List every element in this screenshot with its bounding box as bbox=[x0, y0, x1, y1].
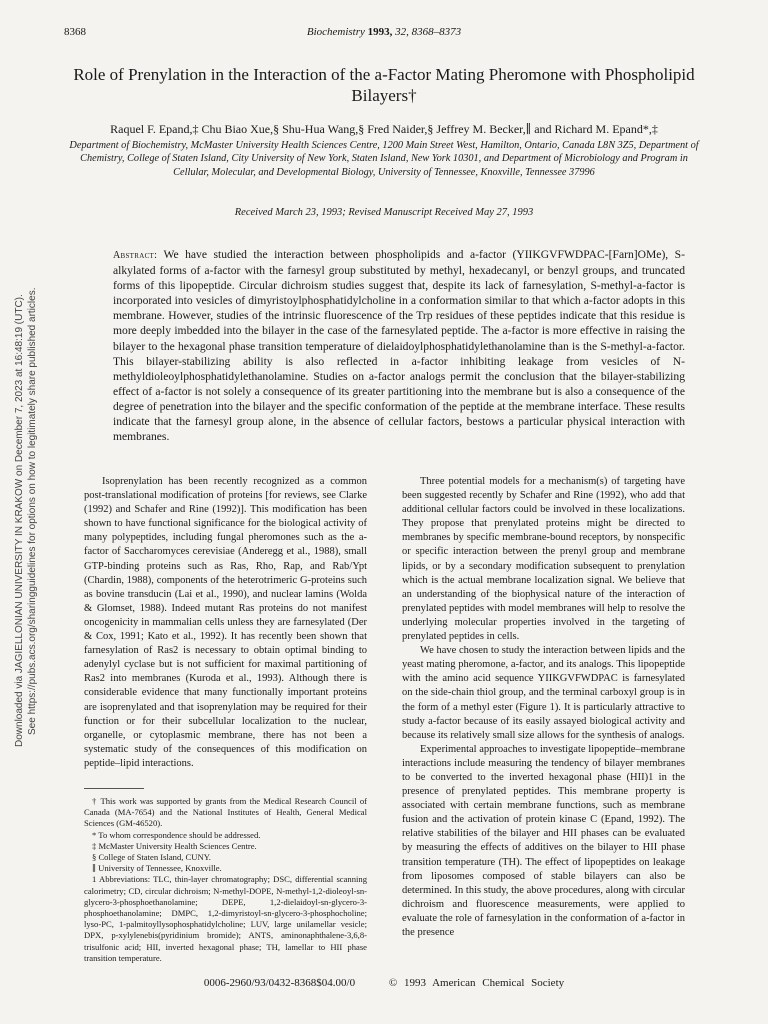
received-dates: Received March 23, 1993; Revised Manuscript Received May 27, 1993 bbox=[234, 207, 534, 218]
left-column bbox=[84, 475, 367, 771]
abstract bbox=[113, 247, 685, 444]
article-code: 0006-2960/93/0432-8368$04.00/0 bbox=[203, 977, 356, 989]
watermark-link[interactable]: See https://pubs.acs.org/sharingguidelines for options on how to legitimately share published articles. bbox=[27, 287, 38, 735]
journal-citation bbox=[64, 26, 704, 38]
footnotes bbox=[84, 796, 367, 964]
page-footer bbox=[60, 977, 708, 989]
watermark-line: Downloaded via JAGIELLONIAN UNIVERSITY IN KRAKOW on December 7, 2023 at 16:48:19 (UTC). bbox=[14, 294, 25, 747]
copyright: © 1993 American Chemical Society bbox=[388, 977, 565, 989]
right-column bbox=[402, 475, 685, 940]
article-title: Role of Prenylation in the Interaction of the a-Factor Mating Pheromone with Phospholipid Bilayers† bbox=[73, 65, 695, 105]
footnote: ∥ University of Tennessee, Knoxville. bbox=[92, 863, 222, 874]
journal-pages: 8368–8373 bbox=[411, 26, 462, 38]
author-list: Raquel F. Epand,‡ Chu Biao Xue,§ Shu-Hua Wang,§ Fred Naider,§ Jeffrey M. Becker,∥ and Richard M. Epand*,‡ bbox=[110, 122, 658, 136]
abstract-label: Abstract: bbox=[113, 250, 158, 261]
paragraph: Isoprenylation has been recently recognized as a common post-translational modification of proteins [for reviews, see Clarke (1992) and Schafer and Rine (1992)]. This modification has been shown to have functional significance for the biological activity of many polypeptides, including fungal pheromones such as the a-factor of Saccharomyces cerevisiae (Anderegg et al., 1988), small GTP-binding proteins such as Ras, Rho, Rap, and Rab/Ypt (Chardin, 1988), components of the heterotrimeric G-proteins such as bovine transducin (Lai et al., 1990), and nuclear lamins (Wolda & Glomset, 1988). Indeed mutant Ras proteins do not manifest oncogenicity in mammalian cells unless they are farnesylated (Der & Cox, 1991; Kato et al., 1992). It has recently been shown that farnesylation of Ras2 is necessary to obtain optimal binding to adenylyl cyclase but is not sufficient for maximal partitioning of Ras2 into membranes (Kuroda et al., 1993). Although there is considerable evidence that many functionally important proteins are isoprenylated and that isoprenylation may be required for their function or for their subcellular localization to the nuclear, organelle, or cytoplasmic membrane, there has not been a systematic study of the consequences of this modification on peptide–lipid interactions. bbox=[84, 476, 367, 769]
abstract-text: We have studied the interaction between phospholipids and a-factor (YIIKGVFWDPAC-[Farn]OMe), S-alkylated forms of a-factor with the farnesyl group substituted by methyl, hexadecanyl, or benzyl groups, and truncated forms of this lipopeptide. Circular dichroism studies suggest that, despite its lack of farnesylation, S-methyl-a-factor is incorporated into vesicles of dimyristoylphosphatidylcholine in a conformation similar to that which a-factor adopts in this membrane. However, studies of the intrinsic fluorescence of the Trp residues of these peptides indicate that this residue is more deeply imbedded into the bilayer in the case of the farnesylated peptide. The a-factor is more effective in raising the bilayer to the hexagonal phase transition temperature of dielaidoylphosphatidylethanolamine than is the S-methyl-a-factor. This bilayer-stabilizing ability is also reflected in a-factor inhibiting leakage from vesicles of N-methyldioleoylphosphatidylethanolamine. Studies on a-factor analogs permit the conclusion that the bilayer-stabilizing effect of a-factor is not solely a consequence of its greater partitioning into the membrane but is also a consequence of the degree of penetration into the bilayer and the specific conformation of the peptide at the membrane interface. These results indicate that the farnesyl group alone, in the absence of cellular factors, bestows a particular physical interaction with membranes. bbox=[113, 248, 685, 444]
page-number: 8368 bbox=[64, 26, 86, 38]
footnote: * To whom correspondence should be addressed. bbox=[92, 829, 261, 840]
footnote: 1 Abbreviations: TLC, thin-layer chromatography; DSC, differential scanning calorimetry; CD, circular dichroism; N-methyl-DOPE, N-methyl-1,2-dioleoyl-sn-glycero-3-phosphoethanolamine; DEPE, 1,2-dielaidoyl-sn-glycero-3-phosphoethanolamine; DMPC, 1,2-dimyristoyl-sn-glycero-3-phosphocholine; lyso-PC, 1-palmitoyllysophosphatidylcholine; LUV, large unilamellar vesicle; DPX, p-xylylenebis(pyridinium bromide); ANTS, aminonaphthalene-3,6,8-trisulfonic acid; HII, inverted hexagonal phase; TH, lamellar to HII phase transition temperature. bbox=[84, 874, 367, 963]
footnote-divider bbox=[84, 788, 144, 789]
journal-year: 1993, bbox=[367, 26, 393, 38]
footnote: ‡ McMaster University Health Sciences Centre. bbox=[92, 840, 257, 851]
footnote: § College of Staten Island, CUNY. bbox=[92, 852, 211, 863]
journal-volume: 32, bbox=[395, 26, 409, 38]
footnote: † This work was supported by grants from the Medical Research Council of Canada (MA-7654) and the National Institutes of Health, General Medical Sciences (GM-46520). bbox=[84, 796, 367, 829]
journal-name: Biochemistry bbox=[306, 26, 365, 38]
affiliations: Department of Biochemistry, McMaster University Health Sciences Centre, 1200 Main Street West, Hamilton, Ontario, Canada L8N 3Z5, Department of Chemistry, College of Staten Island, City University of New York, Staten Island, New York 10301, and Department of Microbiology and Program in Cellular, Molecular, and Developmental Biology, University of Tennessee, Knoxville, Tennessee 37996 bbox=[69, 140, 699, 178]
paragraph: We have chosen to study the interaction between lipids and the yeast mating pheromone, a-factor, and its analogs. This lipopeptide with the amino acid sequence YIIKGVFWDPAC is farnesylated on the side-chain thiol group, and the terminal carboxyl group is in the form of a methyl ester (Figure 1). It is particularly attractive to study a-factor because of its easily assayed biological activity and because its relatively small size allows for the synthesis of analogs. bbox=[402, 645, 685, 741]
paragraph: Experimental approaches to investigate lipopeptide–membrane interactions include measuring the tendency of bilayer membranes to be converted to the inverted hexagonal phase (HII)1 in the presence of prenylated peptides. This membrane property is associated with certain membrane functions, such as membrane fusion and the activation of protein kinase C (Epand, 1992). The relative stabilities of the bilayer and HII phases can be evaluated by measuring the effects of additives on the bilayer to HII phase transition temperature (TH). The effect of lipopeptides on leakage from liposomes composed of stable bilayers can also be determined. In this study, the above procedures, along with circular dichroism and fluorescence measurements, were applied to evaluate the role of farnesylation in the conformation of a-factor in the presence bbox=[402, 743, 685, 938]
paragraph: Three potential models for a mechanism(s) of targeting have been suggested recently by Schafer and Rine (1992), who add that additional cellular factors could be involved in these localizations. They propose that prenylated proteins might be directed to membranes by specific membrane-bound receptors, by nonspecific or specific interaction between the prenyl group and membrane lipids, or by a secondary modification subsequent to prenylation which is the actual membrane localization signal. We believe that an understanding of the biophysical nature of the interaction of prenylated peptides with model membranes will help to resolve the underlying molecular properties involved in the targeting of prenylated peptides in cells. bbox=[402, 476, 685, 643]
